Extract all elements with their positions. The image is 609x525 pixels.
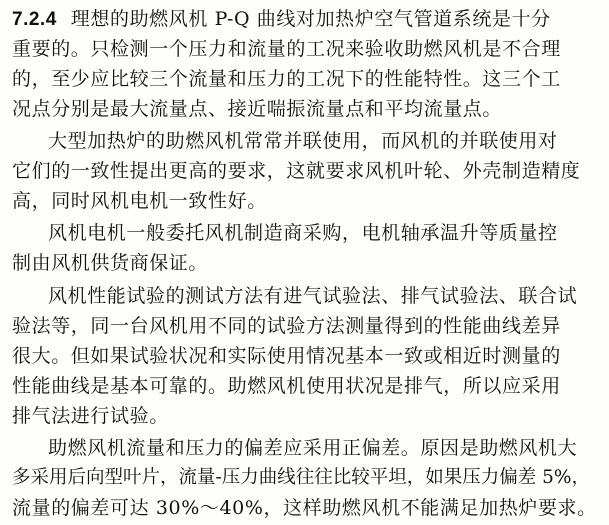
paragraph-3-line-2: 制由风机供货商保证。 — [12, 252, 209, 274]
paragraph-4-line-2: 验法等，同一台风机用不同的试验方法测量得到的性能曲线差异 — [12, 315, 561, 337]
paragraph-1-line-4: 况点分别是最大流量点、接近喘振流量点和平均流量点。 — [12, 98, 503, 120]
paragraph-2-line-3: 高，同时风机电机一致性好。 — [12, 190, 267, 212]
paragraph-5-line-1: 助燃风机流量和压力的偏差应采用正偏差。原因是助燃风机大 — [48, 437, 578, 459]
paragraph-5-line-2: 多采用后向型叶片，流量-压力曲线往往比较平坦，如果压力偏差 5%， — [12, 467, 590, 488]
paragraph-1-line-1-text: 理想的助燃风机 P-Q 曲线对加热炉空气管道系统是十分 — [70, 8, 551, 30]
paragraph-4-line-5: 排气法进行试验。 — [12, 405, 169, 427]
paragraph-4-line-4: 性能曲线是基本可靠的。助燃风机使用状况是排气，所以应采用 — [12, 375, 561, 397]
paragraph-3-line-1: 风机电机一般委托风机制造商采购，电机轴承温升等质量控 — [48, 222, 558, 244]
paragraph-1-line-3: 的，至少应比较三个流量和压力的工况下的性能特性。这三个工 — [12, 68, 561, 90]
paragraph-2-line-2: 它们的一致性提出更高的要求，这就要求风机叶轮、外壳制造精度 — [12, 160, 581, 182]
paragraph-4-line-1: 风机性能试验的测试方法有进气试验法、排气试验法、联合试 — [48, 285, 578, 307]
paragraph-5-line-3: 流量的偏差可达 30%～40%，这样助燃风机不能满足加热炉要求。 — [12, 497, 597, 519]
paragraph-1-line-2: 重要的。只检测一个压力和流量的工况来验收助燃风机是不合理 — [12, 38, 561, 60]
paragraph-1-line-1 — [12, 4, 551, 34]
paragraph-2-line-1: 大型加热炉的助燃风机常常并联使用，而风机的并联使用对 — [48, 130, 558, 152]
section-number: 7.2.4 — [12, 9, 57, 30]
paragraph-4-line-3: 很大。但如果试验状况和实际使用情况基本一致或相近时测量的 — [12, 345, 561, 367]
